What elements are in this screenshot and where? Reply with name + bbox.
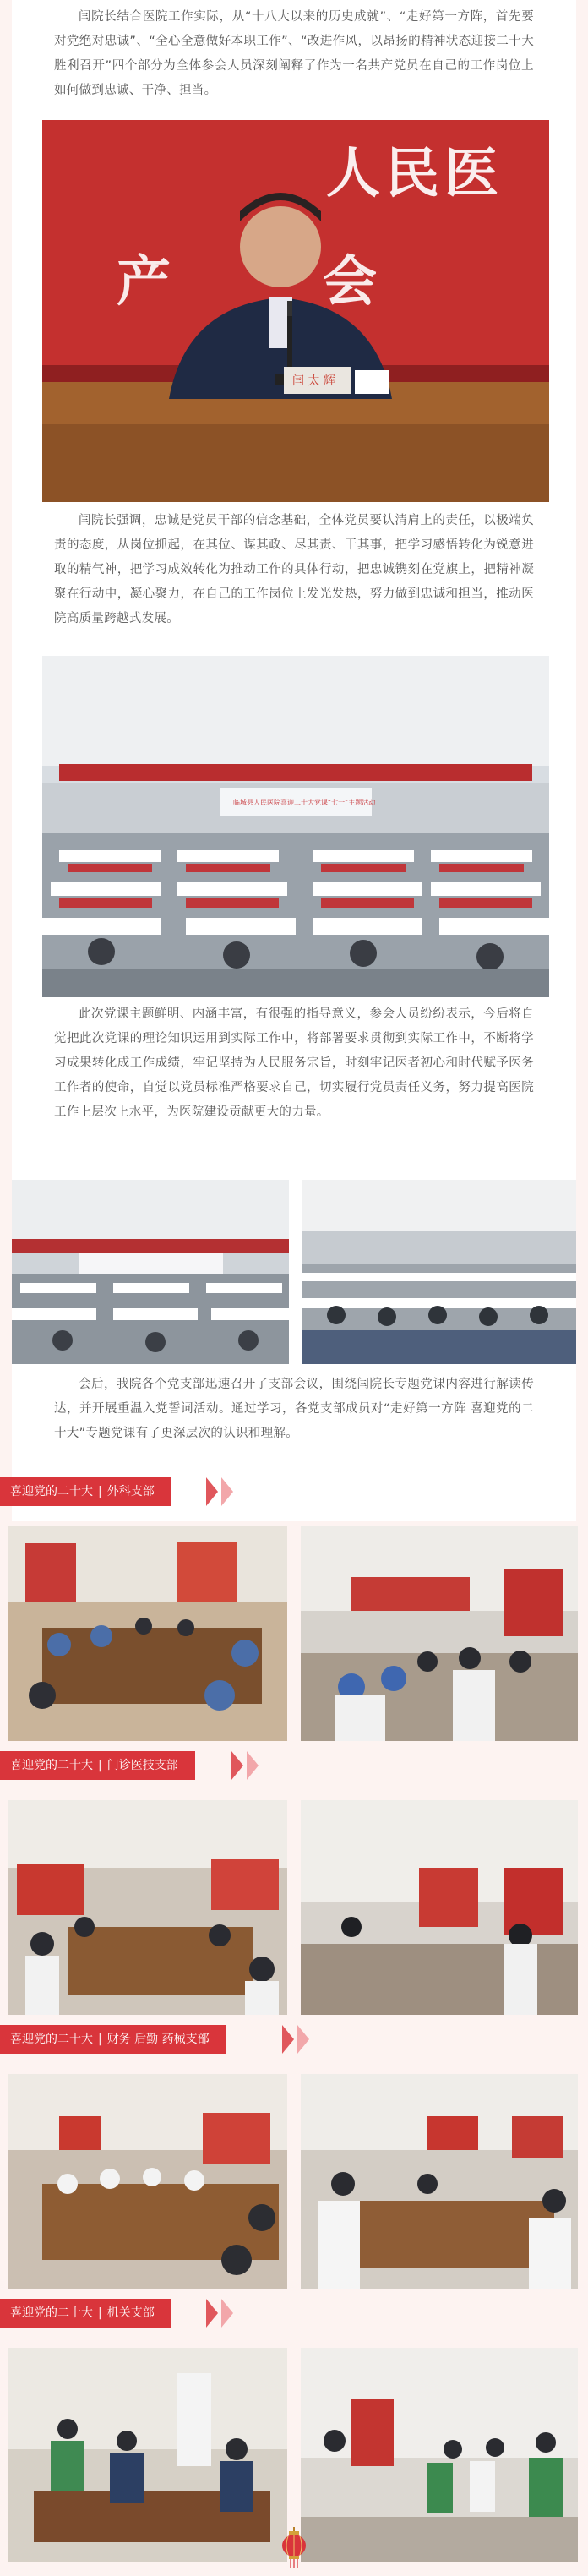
feedback-paragraph: 此次党课主题鲜明、内涵丰富，有很强的指导意义，参会人员纷纷表示，今后将自觉把此次党课的理论知识运用到实际工作中，将部署要求贯彻到实际工作中，不断将学习成果转化成工作成绩，牢记坚持为人民服务宗旨，时刻牢记医者初心和时代赋予医务工作者的使命，自觉以党员标准严格要求自己，切实履行党员责任义务，努力提高医院工作上层次上水平，为医院建设贡献更大的力量。 [54,1007,534,1119]
section-ribbon [0,2025,226,2054]
outpatient-branch-photo-2 [301,1800,578,2015]
hall-right-photo [302,1180,576,1364]
surgery-branch-photo-2 [301,1526,578,1741]
chevron-icon [282,2025,294,2054]
section-prefix: 喜迎党的二十大 [10,2033,93,2046]
surgery-branch-photo-1 [8,1526,287,1741]
section-header-admin [0,2299,253,2328]
banner-text-2: 产会 [117,250,529,314]
section-ribbon [0,1751,195,1780]
chevron-icon [297,2025,309,2054]
section-name: 外科支部 [106,1485,155,1498]
finance-branch-photo-2 [301,2074,578,2289]
emphasis-paragraph: 闫院长强调，忠诚是党员干部的信念基础，全体党员要认清肩上的责任，以极端负责的态度，从岗位抓起，在其位、谋其政、尽其责、干其事，把学习感悟转化为锐意进取的精气神，把学习成效转化为推动工作的具体行动，把忠诚镌刻在党旗上，把精神凝聚在行动中，凝心聚力，在自己的工作岗位上发光发热，努力做到忠诚和担当，推动医院高质量跨越式发展。 [54,514,534,625]
finance-branch-photo-1 [8,2074,287,2289]
section-ribbon [0,2299,172,2328]
section-name: 财务 后勤 药械支部 [106,2033,210,2046]
outpatient-branch-photo-1 [8,1800,287,2015]
hall-screen-text: 临城县人民医院喜迎二十大党课“七一”主题活动 [233,799,376,806]
section-separator: | [98,1759,102,1772]
section-separator: | [98,1485,102,1498]
section-header-outpatient [0,1751,279,1780]
chevron-icon [221,2299,233,2328]
section-name: 门诊医技支部 [106,1759,178,1772]
hall-left-photo [12,1180,289,1364]
section-ribbon [0,1477,172,1506]
section-prefix: 喜迎党的二十大 [10,1759,93,1772]
branch-meeting-paragraph: 会后，我院各个党支部迅速召开了支部会议，围绕闫院长专题党课内容进行解读传达，并开展重温入党誓词活动。通过学习，各党支部成员对“走好第一方阵 喜迎党的二十大”专题党课有了更深层次的认识和理解。 [54,1378,534,1440]
banner-text: 人民医 [326,142,504,205]
lecture-hall-photo [42,656,549,997]
lantern-icon [280,2527,308,2568]
section-prefix: 喜迎党的二十大 [10,1485,93,1498]
chevron-icon [206,1477,218,1506]
section-prefix: 喜迎党的二十大 [10,2306,93,2320]
nameplate: 闫 太 辉 [292,374,335,388]
chevron-icon [221,1477,233,1506]
section-separator: | [98,2306,102,2320]
chevron-icon [206,2299,218,2328]
section-header-surgery [0,1477,253,1506]
speaker-photo [42,120,549,502]
chevron-icon [247,1751,259,1780]
chevron-icon [231,1751,243,1780]
admin-branch-photo-2 [301,2348,578,2562]
section-name: 机关支部 [106,2306,155,2320]
intro-paragraph: 闫院长结合医院工作实际，从“十八大以来的历史成就”、“走好第一方阵，首先要对党绝对忠诚”、“全心全意做好本职工作”、“改进作风，以昂扬的精神状态迎接二十大胜利召开”四个部分为全体参会人员深刻阐释了作为一名共产党员在自己的工作岗位上如何做到忠诚、干净、担当。 [54,10,534,97]
admin-branch-photo-1 [8,2348,287,2562]
section-separator: | [98,2033,102,2046]
section-header-finance [0,2025,321,2054]
